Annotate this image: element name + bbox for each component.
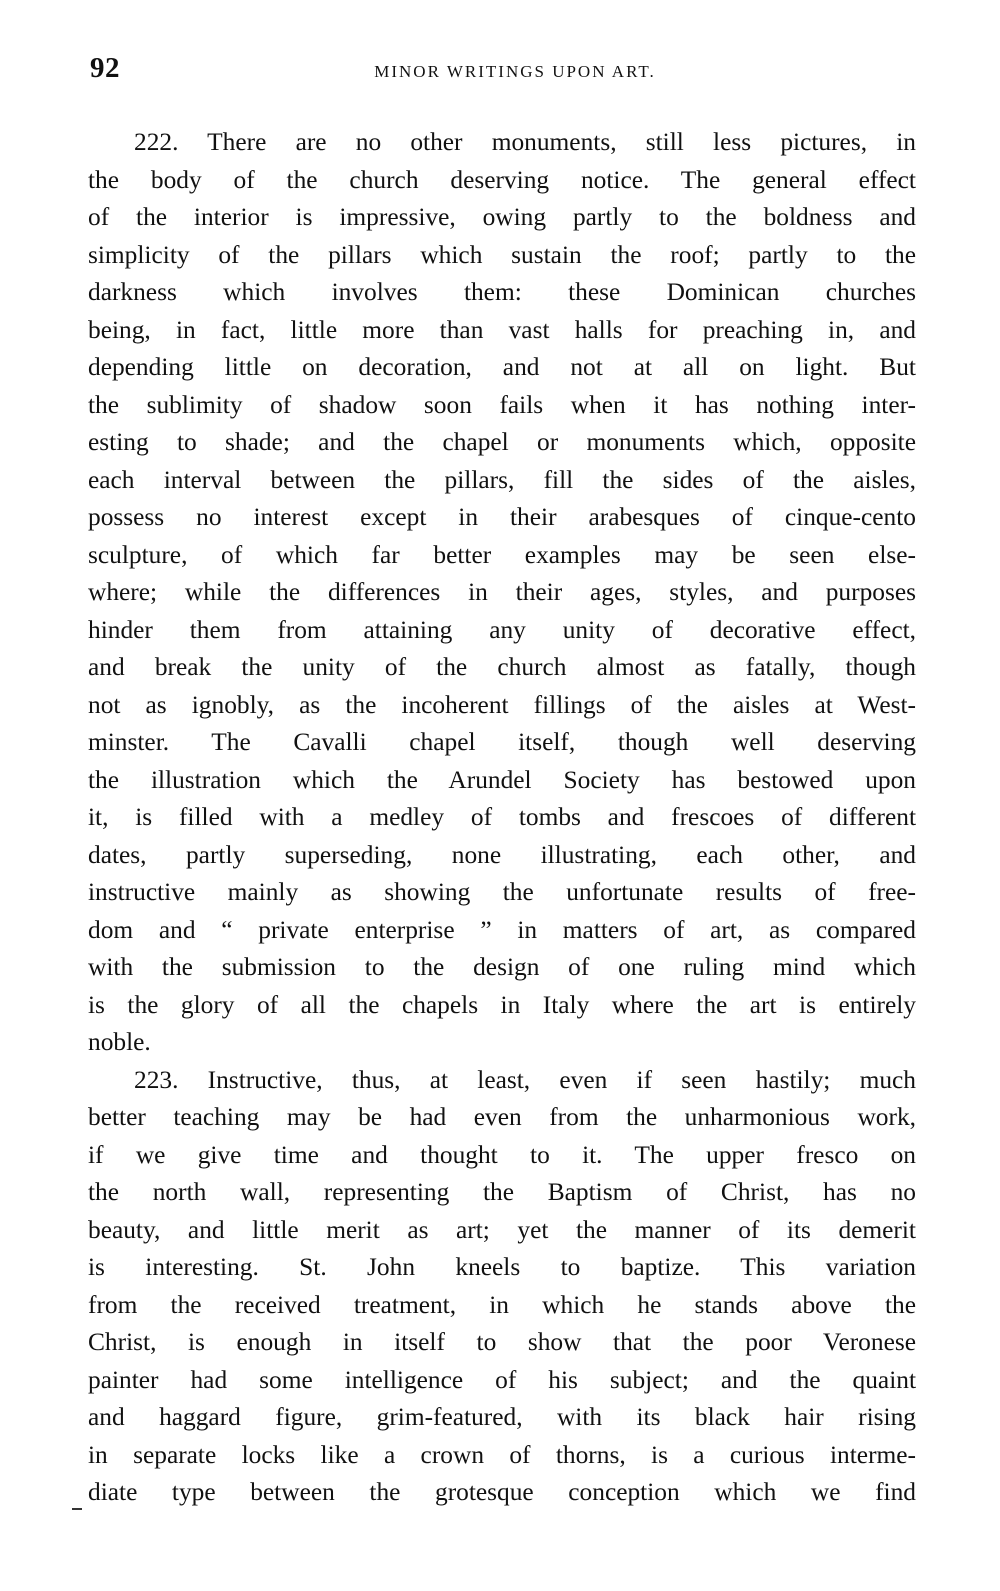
text-line: noble. [88, 1028, 151, 1056]
text-line: diate type between the grotesque conception which we find [88, 1478, 916, 1506]
text-line: minster. The Cavalli chapel itself, though well deserving [88, 728, 916, 756]
text-line: in separate locks like a crown of thorns, is a curious interme- [88, 1440, 916, 1469]
text-line: instructive mainly as showing the unfortunate results of free- [88, 878, 916, 906]
text-line: possess no interest except in their arabesques of cinque-cento [88, 503, 916, 531]
text-line: with the submission to the design of one ruling mind which [88, 953, 916, 981]
text-line: better teaching may be had even from the unharmonious work, [88, 1103, 916, 1131]
text-line: the sublimity of shadow soon fails when it has nothing inter- [88, 390, 916, 419]
text-line: 222. There are no other monuments, still less pictures, in [134, 128, 916, 156]
text-line: simplicity of the pillars which sustain the roof; partly to the [88, 240, 916, 269]
page-number: 92 [90, 52, 120, 84]
text-line: darkness which involves them: these Dominican churches [88, 278, 916, 306]
text-line: and haggard figure, grim-featured, with its black hair rising [88, 1403, 916, 1431]
text-line: beauty, and little merit as art; yet the manner of its demerit [88, 1215, 916, 1244]
text-line: of the interior is impressive, owing partly to the boldness and [88, 203, 916, 231]
text-line: hinder them from attaining any unity of decorative effect, [88, 615, 916, 644]
text-line: from the received treatment, in which he stands above the [88, 1290, 916, 1319]
running-title: MINOR WRITINGS UPON ART. [374, 62, 656, 81]
text-line: is the glory of all the chapels in Italy where the art is entirely [88, 990, 916, 1019]
text-line: esting to shade; and the chapel or monuments which, opposite [88, 428, 916, 456]
text-line: if we give time and thought to it. The upper fresco on [88, 1140, 916, 1169]
text-line: the illustration which the Arundel Society has bestowed upon [88, 765, 916, 794]
text-line: sculpture, of which far better examples may be seen else- [88, 540, 916, 569]
text-line: it, is filled with a medley of tombs and frescoes of different [88, 803, 916, 831]
page-header [90, 52, 920, 92]
text-line: Christ, is enough in itself to show that the poor Veronese [88, 1328, 916, 1356]
text-line: and break the unity of the church almost as fatally, though [88, 653, 916, 681]
text-line: dom and “ private enterprise ” in matters of art, as compared [88, 915, 916, 944]
text-line: the north wall, representing the Baptism of Christ, has no [88, 1178, 916, 1206]
text-line: depending little on decoration, and not at all on light. But [88, 353, 916, 381]
body-text [88, 124, 916, 1512]
stray-mark [72, 1508, 82, 1510]
text-line: dates, partly superseding, none illustrating, each other, and [88, 840, 916, 869]
text-line: is interesting. St. John kneels to baptize. This variation [88, 1253, 916, 1281]
text-line: not as ignobly, as the incoherent fillings of the aisles at West- [88, 690, 916, 719]
text-line: each interval between the pillars, fill the sides of the aisles, [88, 465, 916, 494]
text-line: being, in fact, little more than vast halls for preaching in, and [88, 315, 916, 344]
text-line: painter had some intelligence of his subject; and the quaint [88, 1365, 916, 1394]
text-line: where; while the differences in their ages, styles, and purposes [88, 578, 916, 606]
text-line: 223. Instructive, thus, at least, even if seen hastily; much [134, 1065, 916, 1094]
text-line: the body of the church deserving notice. The general effect [88, 165, 916, 194]
